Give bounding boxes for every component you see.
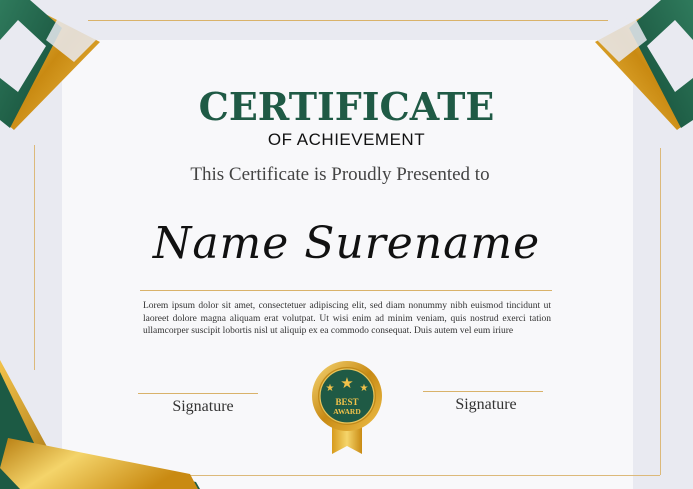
certificate-title: CERTIFICATE [198,84,495,129]
certificate-body-text: Lorem ipsum dolor sit amet, consectetuer adipiscing elit, sed diam nonummy nibh euismod tincidunt ut laoreet dolore magna aliquam erat volutpat. Ut wisi enim ad minim veniam, quis nostrud exerci tation ullamcorper suscipit lobortis nisl ut aliquip ex ea commodo consequat. Duis autem vel eum iriure [143,301,551,336]
signature-line-right [423,391,543,392]
best-award-badge [306,360,388,458]
badge-line1: BEST [335,397,359,407]
badge-star-center: ★ [340,374,354,392]
presented-to-text: This Certificate is Proudly Presented to [190,164,490,185]
corner-ornament-bottom-left [0,350,210,489]
signature-line-left [138,393,258,394]
name-underline [140,290,552,291]
signature-label-right: Signature [455,396,517,413]
recipient-name: Name Surename [152,218,541,269]
certificate-subtitle: OF ACHIEVEMENT [267,130,426,149]
badge-star-right: ★ [359,383,369,394]
signature-label-left: Signature [172,398,234,415]
badge-star-left: ★ [325,383,335,394]
badge-line2: AWARD [333,407,361,416]
